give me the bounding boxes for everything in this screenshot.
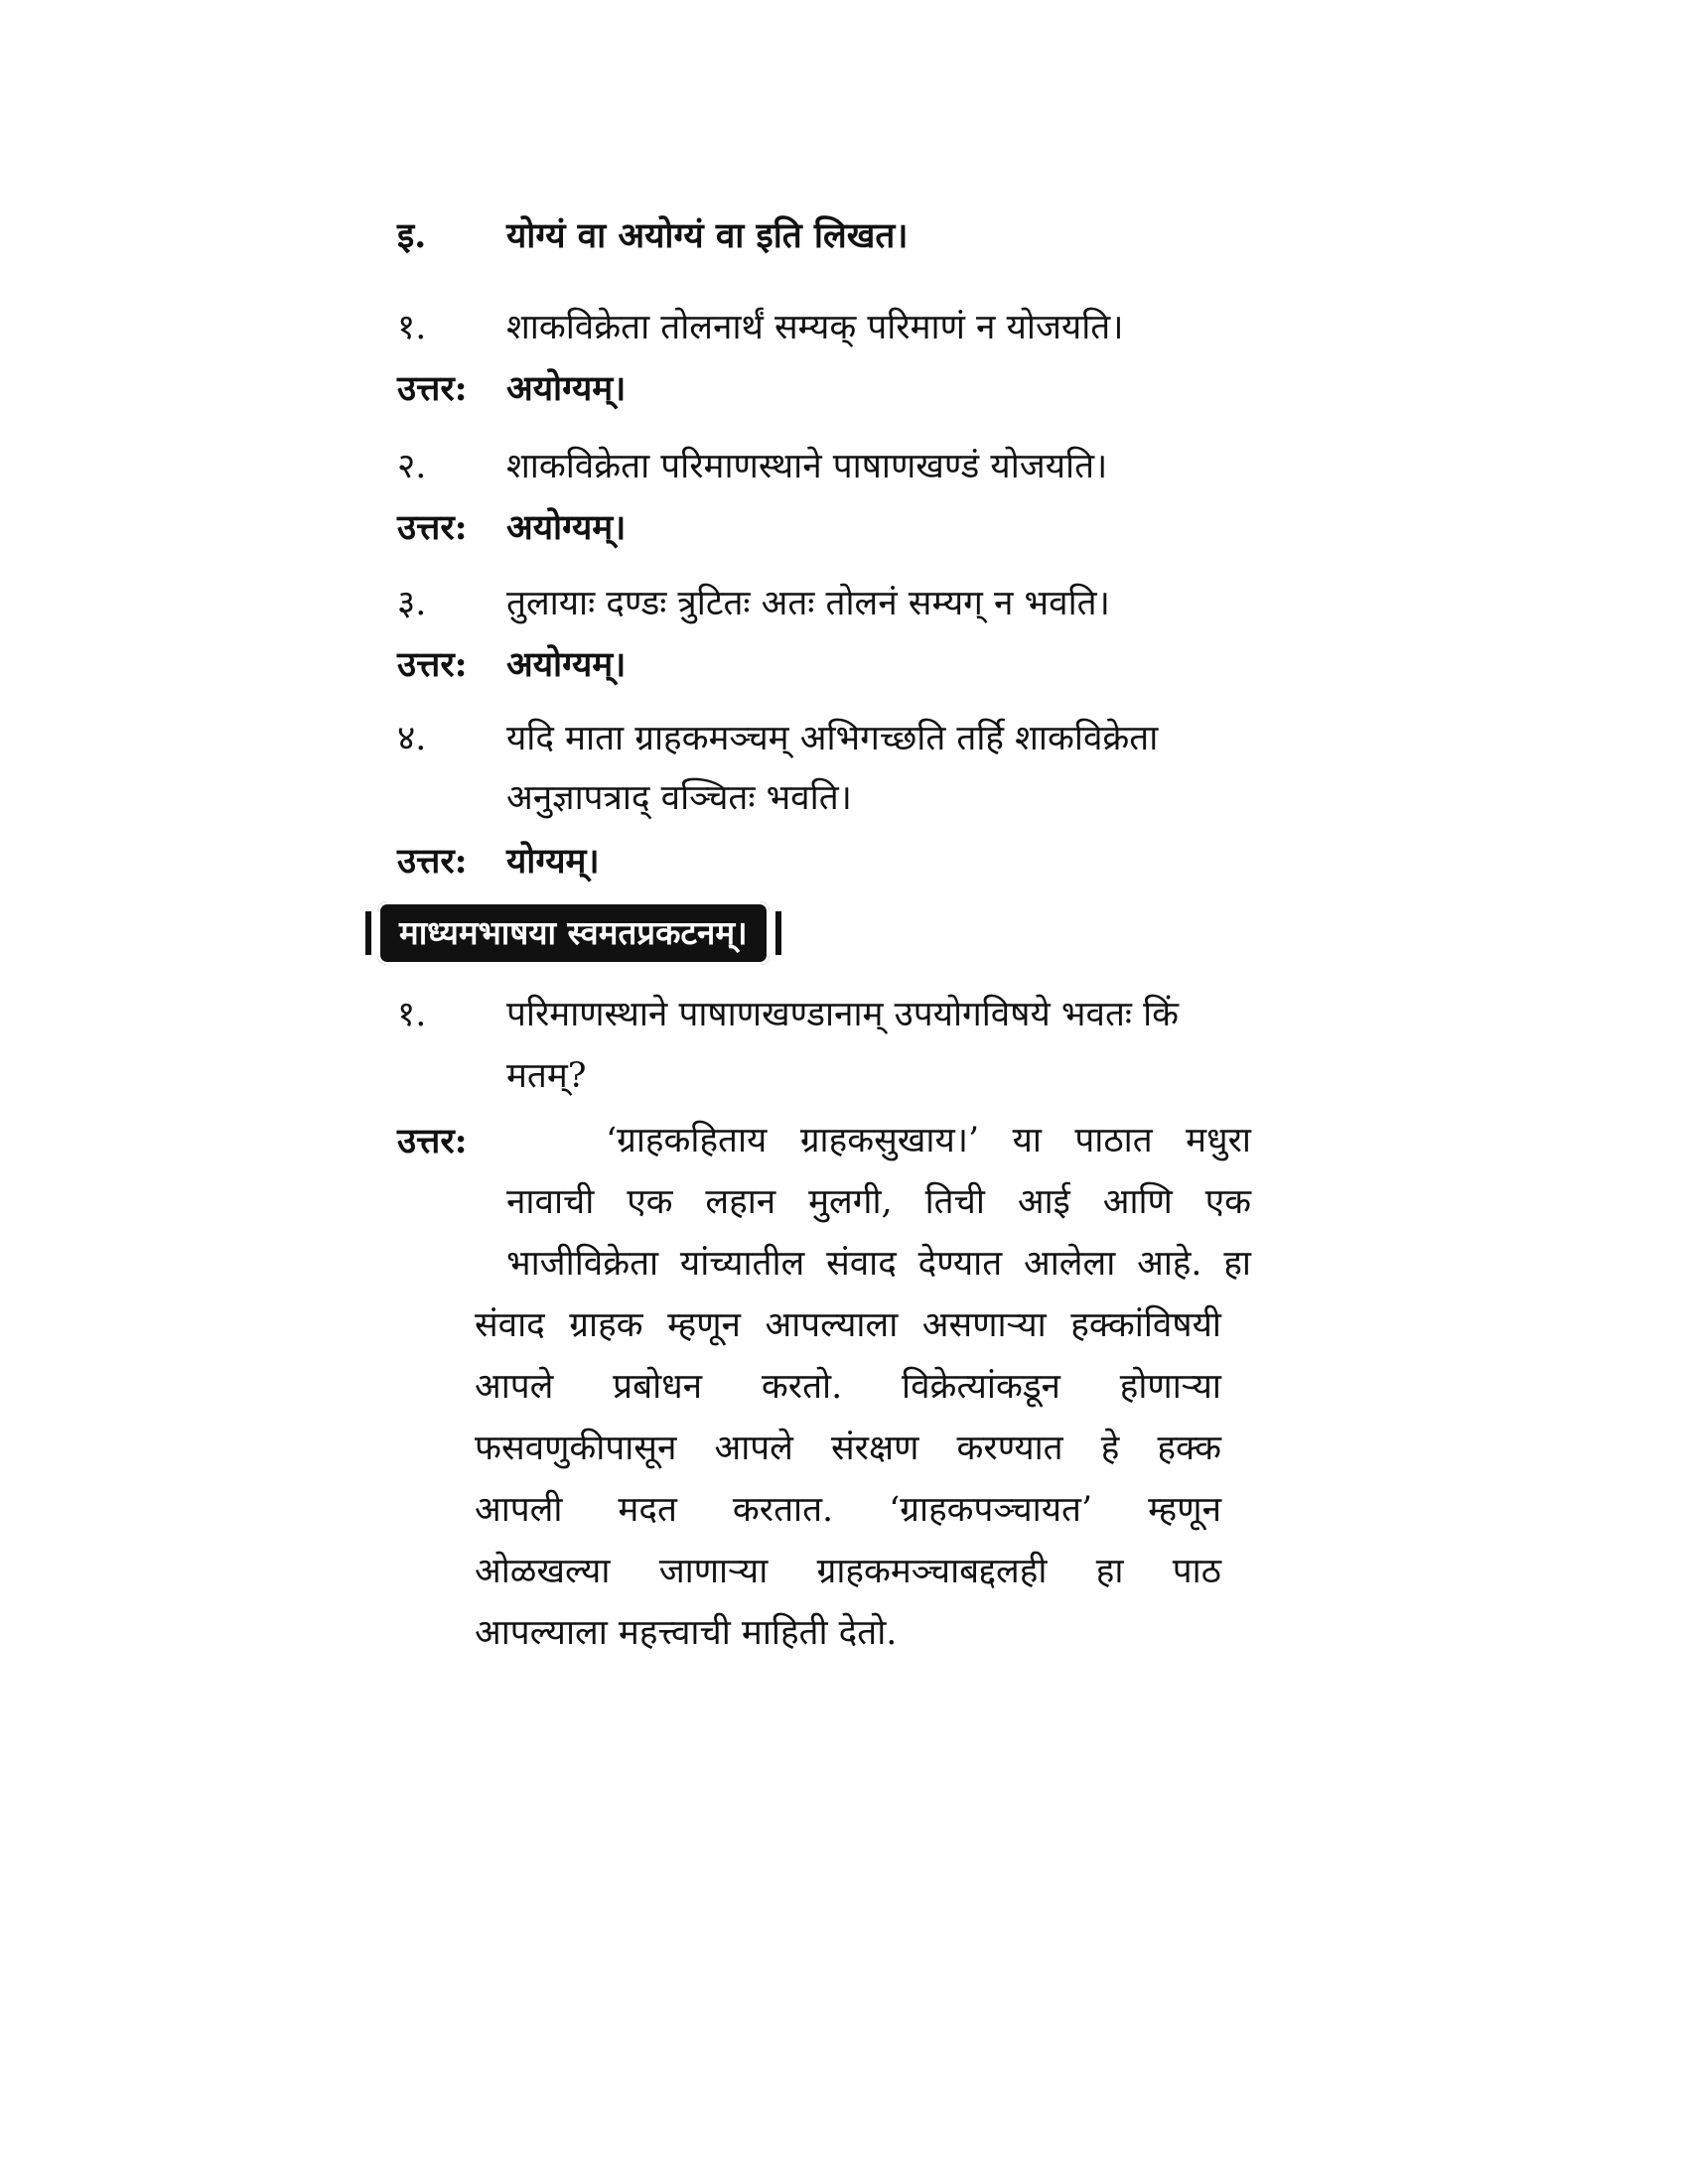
answer-line-9: आपल्याला महत्त्वाची माहिती देतो. <box>475 1613 898 1653</box>
answer-label: उत्तर: <box>397 368 468 409</box>
item-text: तुलायाः दण्डः त्रुटितः अतः तोलनं सम्यग् न भवति। <box>506 584 1110 623</box>
question-item-2 <box>397 435 1261 498</box>
opinion-question <box>397 983 1261 1046</box>
answer-value: अयोग्यम्। <box>506 507 627 548</box>
answer-line-1: ‘ग्राहकहिताय ग्राहकसुखाय।’ या पाठात मधुरा <box>606 1121 1251 1160</box>
answer-label: उत्तर: <box>397 841 468 882</box>
answer-item-2 <box>397 496 626 560</box>
question-line-2: मतम्? <box>506 1056 587 1096</box>
item-number: ४. <box>397 719 427 758</box>
item-text-line-2: अनुज्ञापत्राद् वञ्चितः भवति। <box>506 778 852 818</box>
answer-line-6: फसवणुकीपासून आपले संरक्षण करण्यात हे हक्क <box>475 1429 1221 1468</box>
answer-line-7: आपली मदत करतात. ‘ग्राहकपञ्चायत’ म्हणून <box>475 1490 1221 1530</box>
item-text: शाकविक्रेता तोलनार्थं सम्यक् परिमाणं न योजयति। <box>506 308 1124 347</box>
answer-label: उत्तर: <box>397 1121 468 1161</box>
answer-line-8: ओळखल्या जाणाऱ्या ग्राहकमञ्चाबद्दलही हा पाठ <box>475 1552 1221 1591</box>
section-heading <box>397 205 1261 268</box>
answer-value: योग्यम्। <box>506 841 600 882</box>
answer-line-4: संवाद ग्राहक म्हणून आपल्याला असणाऱ्या हक्कांविषयी <box>475 1305 1221 1345</box>
question-item-4-continued <box>397 766 1261 830</box>
answer-item-3 <box>397 633 626 697</box>
answer-line-2: नावाची एक लहान मुलगी, तिची आई आणि एक <box>506 1182 1251 1222</box>
item-text: शाकविक्रेता परिमाणस्थाने पाषाणखण्डं योजयति। <box>506 447 1108 486</box>
item-text-line-1: यदि माता ग्राहकमञ्चम् अभिगच्छति तर्हि शाकविक्रेता <box>506 719 1159 758</box>
question-item-4 <box>397 707 1261 770</box>
answer-value: अयोग्यम्। <box>506 644 627 685</box>
item-number: ३. <box>397 584 427 623</box>
section-title: योग्यं वा अयोग्यं वा इति लिखत। <box>506 215 909 256</box>
question-number: १. <box>397 995 427 1034</box>
item-number: २. <box>397 447 427 486</box>
question-line-1: परिमाणस्थाने पाषाणखण्डानाम् उपयोगविषये भवतः किं <box>506 995 1180 1034</box>
section-banner: माध्यमभाषया स्वमतप्रकटनम्। <box>377 901 770 965</box>
answer-line-5: आपले प्रबोधन करतो. विक्रेत्यांकडून होणाऱ्या <box>475 1367 1221 1407</box>
answer-label: उत्तर: <box>397 507 468 548</box>
answer-label: उत्तर: <box>397 644 468 685</box>
answer-line-3: भाजीविक्रेता यांच्यातील संवाद देण्यात आलेला आहे. हा <box>506 1244 1251 1284</box>
item-number: १. <box>397 308 427 347</box>
section-number: इ. <box>397 215 427 256</box>
question-item-3 <box>397 572 1261 635</box>
answer-value: अयोग्यम्। <box>506 368 627 409</box>
answer-item-1 <box>397 357 626 421</box>
answer-item-4 <box>397 830 600 893</box>
opinion-question-continued <box>397 1044 1261 1108</box>
question-item-1 <box>397 296 1261 359</box>
opinion-answer-label-row <box>397 1110 506 1173</box>
